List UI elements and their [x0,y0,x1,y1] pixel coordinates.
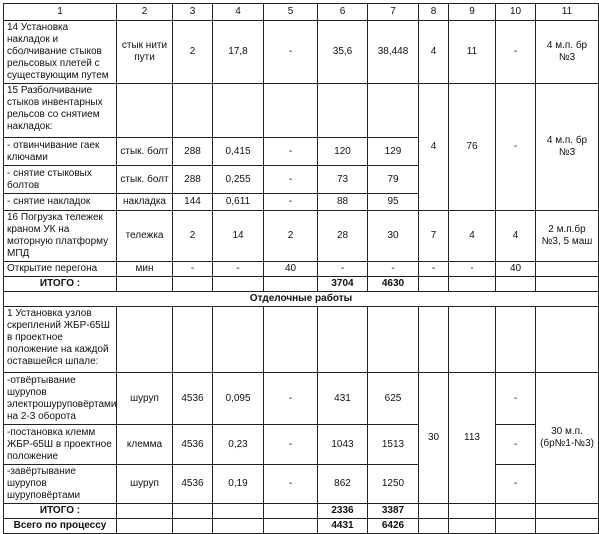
cell-col10: - [496,465,536,504]
header-cell-2: 2 [117,4,173,21]
cell-col7: 30 [368,211,419,262]
empty-cell [213,84,264,138]
section-row [4,292,599,307]
cell-col9: 113 [449,373,496,504]
subtotal-row [4,277,599,292]
table-row [4,465,599,504]
cell-col11: 2 м.п.бр №3, 5 маш [536,211,599,262]
cell-col10: 40 [496,262,536,277]
table-row [4,21,599,84]
cell-col5: 2 [264,211,318,262]
cell-col8: 4 [419,21,449,84]
operation-name: 16 Погрузка тележек краном УК на моторную платформу МПД [4,211,117,262]
cell-col4: 0,415 [213,138,264,166]
header-cell-10: 10 [496,4,536,21]
empty-cell [536,504,599,519]
cell-col7: 1250 [368,465,419,504]
unit-cell: шуруп [117,373,173,425]
empty-cell [449,307,496,373]
empty-cell [449,277,496,292]
empty-cell [496,504,536,519]
cell-col3: 2 [173,211,213,262]
empty-cell [449,504,496,519]
cell-col11: 4 м.п. бр №3 [536,84,599,211]
cell-col5: - [264,21,318,84]
operation-name: -отвёртывание шурупов электрошуруповёртами на 2-3 оборота [4,373,117,425]
empty-cell [117,277,173,292]
header-cell-9: 9 [449,4,496,21]
header-cell-5: 5 [264,4,318,21]
header-cell-11: 11 [536,4,599,21]
cell-col11 [536,262,599,277]
cell-col7: - [368,262,419,277]
cell-col3: - [173,262,213,277]
table-row [4,262,599,277]
header-cell-8: 8 [419,4,449,21]
empty-cell [496,277,536,292]
cell-col9: 76 [449,84,496,211]
empty-cell [264,504,318,519]
cell-col9: - [449,262,496,277]
empty-cell [419,504,449,519]
cell-col6: 120 [318,138,368,166]
cell-col11: 30 м.п. (бр№1-№3) [536,373,599,504]
empty-cell [419,277,449,292]
operation-name: - отвинчивание гаек ключами [4,138,117,166]
cell-col7: 95 [368,194,419,211]
table-row [4,307,599,373]
cell-col3: 4536 [173,425,213,465]
cell-col6: 28 [318,211,368,262]
subtotal-row [4,504,599,519]
empty-cell [264,84,318,138]
cell-col10: 4 [496,211,536,262]
empty-cell [117,84,173,138]
cell-col7: 625 [368,373,419,425]
grand-total-row [4,519,599,534]
cell-col5: - [264,425,318,465]
empty-cell [117,504,173,519]
cell-col7: 1513 [368,425,419,465]
empty-cell [117,519,173,534]
empty-cell [173,277,213,292]
cell-col4: 0,095 [213,373,264,425]
unit-cell: стык нити пути [117,21,173,84]
cell-col6: 35,6 [318,21,368,84]
cell-col8: 4 [419,84,449,211]
empty-cell [536,307,599,373]
empty-cell [419,519,449,534]
operation-name: -завёртывание шурупов шуруповёртами [4,465,117,504]
unit-cell: тележка [117,211,173,262]
cell-col5: - [264,138,318,166]
empty-cell [173,519,213,534]
cell-col4: 0,611 [213,194,264,211]
cell-col9: 4 [449,211,496,262]
cell-col7: 38,448 [368,21,419,84]
unit-cell: стык. болт [117,138,173,166]
cell-col6: 73 [318,166,368,194]
empty-cell [173,504,213,519]
subtotal-col6: 3704 [318,277,368,292]
cell-col4: 14 [213,211,264,262]
empty-cell [213,519,264,534]
empty-cell [318,307,368,373]
cell-col10: - [496,425,536,465]
cell-col6: - [318,262,368,277]
operation-name: Открытие перегона [4,262,117,277]
cell-col7: 129 [368,138,419,166]
empty-cell [173,84,213,138]
cell-col7: 79 [368,166,419,194]
table-row [4,425,599,465]
operation-name: - снятие накладок [4,194,117,211]
empty-cell [173,307,213,373]
empty-cell [213,504,264,519]
operation-name: 1 Установка узлов скреплений ЖБР-65Ш в проектное положение на каждой оставшейся шпале: [4,307,117,373]
cell-col3: 4536 [173,465,213,504]
cell-col6: 1043 [318,425,368,465]
subtotal-col7: 4630 [368,277,419,292]
empty-cell [213,307,264,373]
cell-col3: 288 [173,166,213,194]
empty-cell [264,519,318,534]
empty-cell [536,277,599,292]
table-row [4,84,599,138]
cell-col3: 4536 [173,373,213,425]
operation-name: -постановка клемм ЖБР-65Ш в проектное положение [4,425,117,465]
subtotal-label: ИТОГО : [4,504,117,519]
table-row [4,373,599,425]
cell-col11: 4 м.п. бр №3 [536,21,599,84]
cell-col6: 431 [318,373,368,425]
cell-col5: - [264,373,318,425]
grand-total-col6: 4431 [318,519,368,534]
cell-col4: 0,255 [213,166,264,194]
cell-col5: - [264,465,318,504]
operation-name: 15 Разболчивание стыков инвентарных рельсов со снятием накладок: [4,84,117,138]
work-schedule-table [3,3,599,534]
unit-cell: накладка [117,194,173,211]
cell-col8: - [419,262,449,277]
header-cell-6: 6 [318,4,368,21]
cell-col3: 2 [173,21,213,84]
subtotal-col7: 3387 [368,504,419,519]
empty-cell [264,277,318,292]
cell-col5: - [264,166,318,194]
unit-cell: стык. болт [117,166,173,194]
cell-col8: 30 [419,373,449,504]
section-title: Отделочные работы [4,292,599,307]
subtotal-col6: 2336 [318,504,368,519]
header-cell-3: 3 [173,4,213,21]
cell-col4: 0,23 [213,425,264,465]
cell-col10: - [496,373,536,425]
empty-cell [318,84,368,138]
cell-col5: - [264,194,318,211]
header-cell-4: 4 [213,4,264,21]
cell-col4: - [213,262,264,277]
unit-cell: клемма [117,425,173,465]
empty-cell [449,519,496,534]
cell-col3: 144 [173,194,213,211]
cell-col3: 288 [173,138,213,166]
cell-col4: 0,19 [213,465,264,504]
unit-cell: шуруп [117,465,173,504]
unit-cell: мин [117,262,173,277]
header-cell-1: 1 [4,4,117,21]
subtotal-label: ИТОГО : [4,277,117,292]
empty-cell [368,84,419,138]
cell-col6: 862 [318,465,368,504]
cell-col4: 17,8 [213,21,264,84]
operation-name: 14 Установка накладок и сболчивание стыков рельсовых плетей с существующим путем [4,21,117,84]
empty-cell [536,519,599,534]
grand-total-label: Всего по процессу [4,519,117,534]
table-row [4,211,599,262]
empty-cell [264,307,318,373]
operation-name: - снятие стыковых болтов [4,166,117,194]
grand-total-col7: 6426 [368,519,419,534]
empty-cell [496,519,536,534]
header-row [4,4,599,21]
cell-col6: 88 [318,194,368,211]
empty-cell [419,307,449,373]
cell-col10: - [496,84,536,211]
cell-col10: - [496,21,536,84]
header-cell-7: 7 [368,4,419,21]
empty-cell [368,307,419,373]
empty-cell [496,307,536,373]
cell-col8: 7 [419,211,449,262]
cell-col9: 11 [449,21,496,84]
empty-cell [117,307,173,373]
cell-col5: 40 [264,262,318,277]
empty-cell [213,277,264,292]
